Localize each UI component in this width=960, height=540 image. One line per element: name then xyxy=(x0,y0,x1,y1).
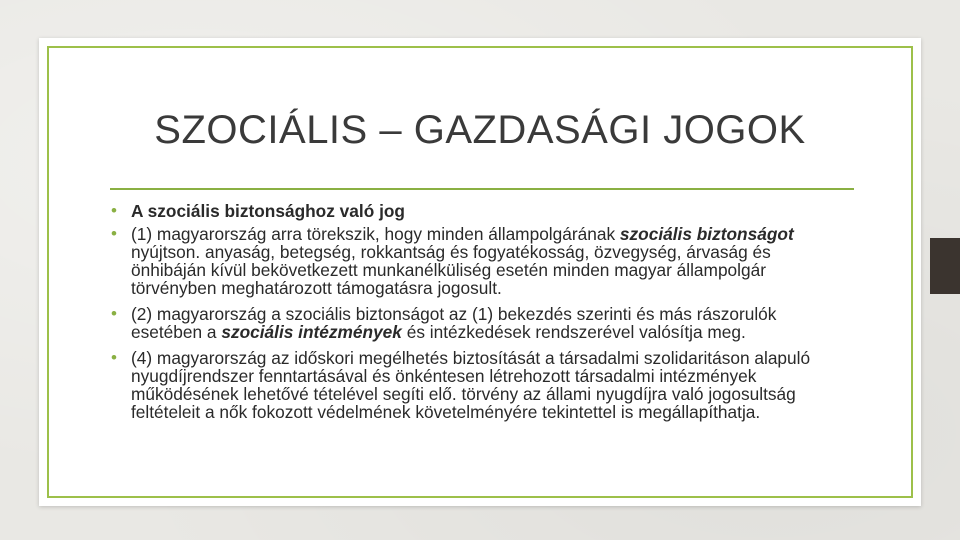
side-tab-decoration xyxy=(930,238,960,294)
bullet-emphasis: szociális biztonságot xyxy=(619,224,794,244)
bullet-icon: • xyxy=(111,304,117,323)
bullet-item-1 xyxy=(111,202,831,220)
bullet-list xyxy=(111,202,831,429)
bullet-text: nyújtson. anyaság, betegség, rokkantság és fogyatékosság, özvegység, árvaság és önhibáján kívül bekövetkezett munkanélküliség esetén minden magyar állampolgár törvényben meghatározott támogatásra jogosult. xyxy=(131,242,771,298)
bullet-text: és intézkedések rendszerével valósítja meg. xyxy=(401,322,746,342)
bullet-emphasis: szociális intézmények xyxy=(221,322,402,342)
slide-title: SZOCIÁLIS – GAZDASÁGI JOGOK xyxy=(154,108,806,152)
bullet-item-3 xyxy=(111,305,831,341)
bullet-text: (2) magyarország a szociális biztonságot az (1) bekezdés szerinti és más rászorulók esetében a xyxy=(131,304,777,342)
bullet-text: A szociális biztonsághoz való jog xyxy=(131,201,405,221)
bullet-icon: • xyxy=(111,201,117,220)
slide-card xyxy=(39,38,921,506)
bullet-icon: • xyxy=(111,348,117,367)
bullet-item-4 xyxy=(111,349,831,421)
bullet-text: (1) magyarország arra törekszik, hogy minden állampolgárának xyxy=(131,224,620,244)
bullet-item-2 xyxy=(111,225,831,297)
title-divider xyxy=(110,188,854,190)
bullet-icon: • xyxy=(111,224,117,243)
bullet-text: (4) magyarország az időskori megélhetés biztosítását a társadalmi szolidaritáson alapuló nyugdíjrendszer fenntartásával és önkéntesen létrehozott társadalmi intézmények működésének lehetővé tételével segíti elő. törvény az állami nyugdíjra való jogosultság feltételeit a nők fokozott védelmének követelményére tekintettel is megállapíthatja. xyxy=(131,348,811,422)
